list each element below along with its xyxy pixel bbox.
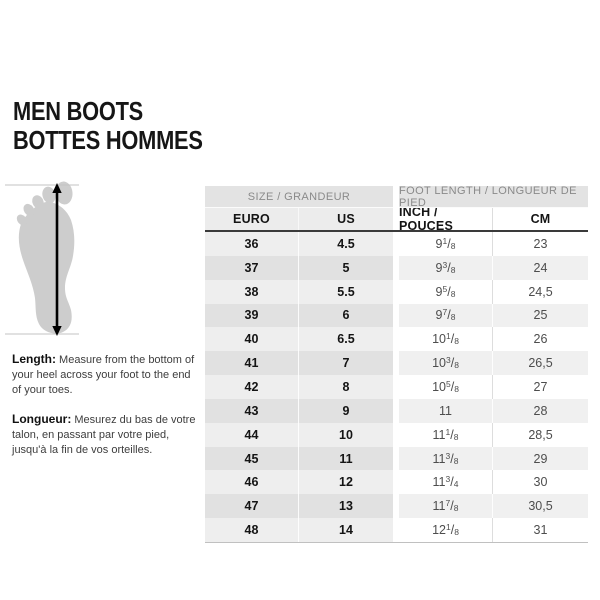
table-cell: 9 $^1$ / $_8$ bbox=[399, 232, 493, 256]
table-cell: 4.5 bbox=[299, 232, 393, 256]
table-cell: 41 bbox=[205, 351, 299, 375]
foot-diagram bbox=[5, 176, 97, 342]
table-cell: 38 bbox=[205, 280, 299, 304]
longueur-label: Longueur: bbox=[12, 412, 72, 426]
table-cell: 26 bbox=[493, 327, 588, 351]
table-cell: 30,5 bbox=[493, 494, 588, 518]
table-cell: 10 $^1$ / $_8$ bbox=[399, 327, 493, 351]
page-title bbox=[13, 97, 203, 155]
table-cell: 45 bbox=[205, 447, 299, 471]
table-cell: 42 bbox=[205, 375, 299, 399]
table-cell: 9 bbox=[299, 399, 393, 423]
table-cell: 24 bbox=[493, 256, 588, 280]
table-cell: 27 bbox=[493, 375, 588, 399]
column-header-inch: INCH / POUCES bbox=[399, 208, 493, 230]
table-row bbox=[205, 375, 588, 399]
size-table-body bbox=[205, 232, 588, 542]
table-row bbox=[205, 232, 588, 256]
table-cell: 28,5 bbox=[493, 423, 588, 447]
table-cell: 10 bbox=[299, 423, 393, 447]
table-cell: 14 bbox=[299, 518, 393, 542]
table-row bbox=[205, 494, 588, 518]
table-cell: 48 bbox=[205, 518, 299, 542]
length-text: Measure from the bottom of your heel across your foot to the end of your toes. bbox=[12, 354, 195, 396]
longueur-text: Mesurez du bas de votre talon, en passant par votre pied, jusqu'à la fin de vos orteilles. bbox=[12, 414, 196, 456]
table-cell: 6.5 bbox=[299, 327, 393, 351]
table-row bbox=[205, 280, 588, 304]
table-cell: 6 bbox=[299, 304, 393, 328]
table-cell: 46 bbox=[205, 470, 299, 494]
table-cell: 11 $^1$ / $_8$ bbox=[399, 423, 493, 447]
table-cell: 28 bbox=[493, 399, 588, 423]
table-cell: 7 bbox=[299, 351, 393, 375]
column-header-euro: EURO bbox=[205, 208, 299, 230]
group-header-size: SIZE / GRANDEUR bbox=[205, 186, 393, 208]
title-line-1: MEN BOOTS bbox=[13, 96, 143, 126]
table-row bbox=[205, 304, 588, 328]
table-cell: 11 bbox=[299, 447, 393, 471]
column-header-us: US bbox=[299, 208, 393, 230]
table-row bbox=[205, 470, 588, 494]
length-label: Length: bbox=[12, 352, 56, 366]
table-cell: 5 bbox=[299, 256, 393, 280]
table-cell: 43 bbox=[205, 399, 299, 423]
longueur-note bbox=[12, 412, 202, 458]
table-row bbox=[205, 423, 588, 447]
table-cell: 25 bbox=[493, 304, 588, 328]
title-line-2: BOTTES HOMMES bbox=[13, 125, 203, 155]
foot-silhouette-icon bbox=[5, 176, 97, 342]
table-cell: 24,5 bbox=[493, 280, 588, 304]
table-cell: 10 $^3$ / $_8$ bbox=[399, 351, 493, 375]
table-cell: 23 bbox=[493, 232, 588, 256]
table-cell: 29 bbox=[493, 447, 588, 471]
table-cell: 10 $^5$ / $_8$ bbox=[399, 375, 493, 399]
column-header-row bbox=[205, 208, 588, 230]
table-row bbox=[205, 351, 588, 375]
table-cell: 9 $^7$ / $_8$ bbox=[399, 304, 493, 328]
table-row bbox=[205, 518, 588, 542]
table-row bbox=[205, 327, 588, 351]
group-header-foot-length: FOOT LENGTH / LONGUEUR DE PIED bbox=[399, 186, 588, 208]
table-cell: 13 bbox=[299, 494, 393, 518]
size-table bbox=[205, 186, 588, 543]
table-bottom-border bbox=[205, 542, 588, 543]
measure-instructions bbox=[12, 352, 202, 472]
table-cell: 9 $^3$ / $_8$ bbox=[399, 256, 493, 280]
table-cell: 11 $^7$ / $_8$ bbox=[399, 494, 493, 518]
table-cell: 5.5 bbox=[299, 280, 393, 304]
table-cell: 9 $^5$ / $_8$ bbox=[399, 280, 493, 304]
table-row bbox=[205, 399, 588, 423]
group-header-row bbox=[205, 186, 588, 208]
table-cell: 36 bbox=[205, 232, 299, 256]
table-cell: 11 $^3$ / $_4$ bbox=[399, 470, 493, 494]
length-note bbox=[12, 352, 202, 398]
table-cell: 31 bbox=[493, 518, 588, 542]
table-cell: 37 bbox=[205, 256, 299, 280]
table-cell: 44 bbox=[205, 423, 299, 447]
table-cell: 11 bbox=[399, 399, 493, 423]
table-cell: 11 $^3$ / $_8$ bbox=[399, 447, 493, 471]
table-row bbox=[205, 447, 588, 471]
column-header-cm: CM bbox=[493, 208, 588, 230]
table-cell: 12 $^1$ / $_8$ bbox=[399, 518, 493, 542]
table-cell: 26,5 bbox=[493, 351, 588, 375]
table-cell: 30 bbox=[493, 470, 588, 494]
table-cell: 40 bbox=[205, 327, 299, 351]
table-cell: 12 bbox=[299, 470, 393, 494]
table-cell: 47 bbox=[205, 494, 299, 518]
table-cell: 8 bbox=[299, 375, 393, 399]
table-row bbox=[205, 256, 588, 280]
table-cell: 39 bbox=[205, 304, 299, 328]
